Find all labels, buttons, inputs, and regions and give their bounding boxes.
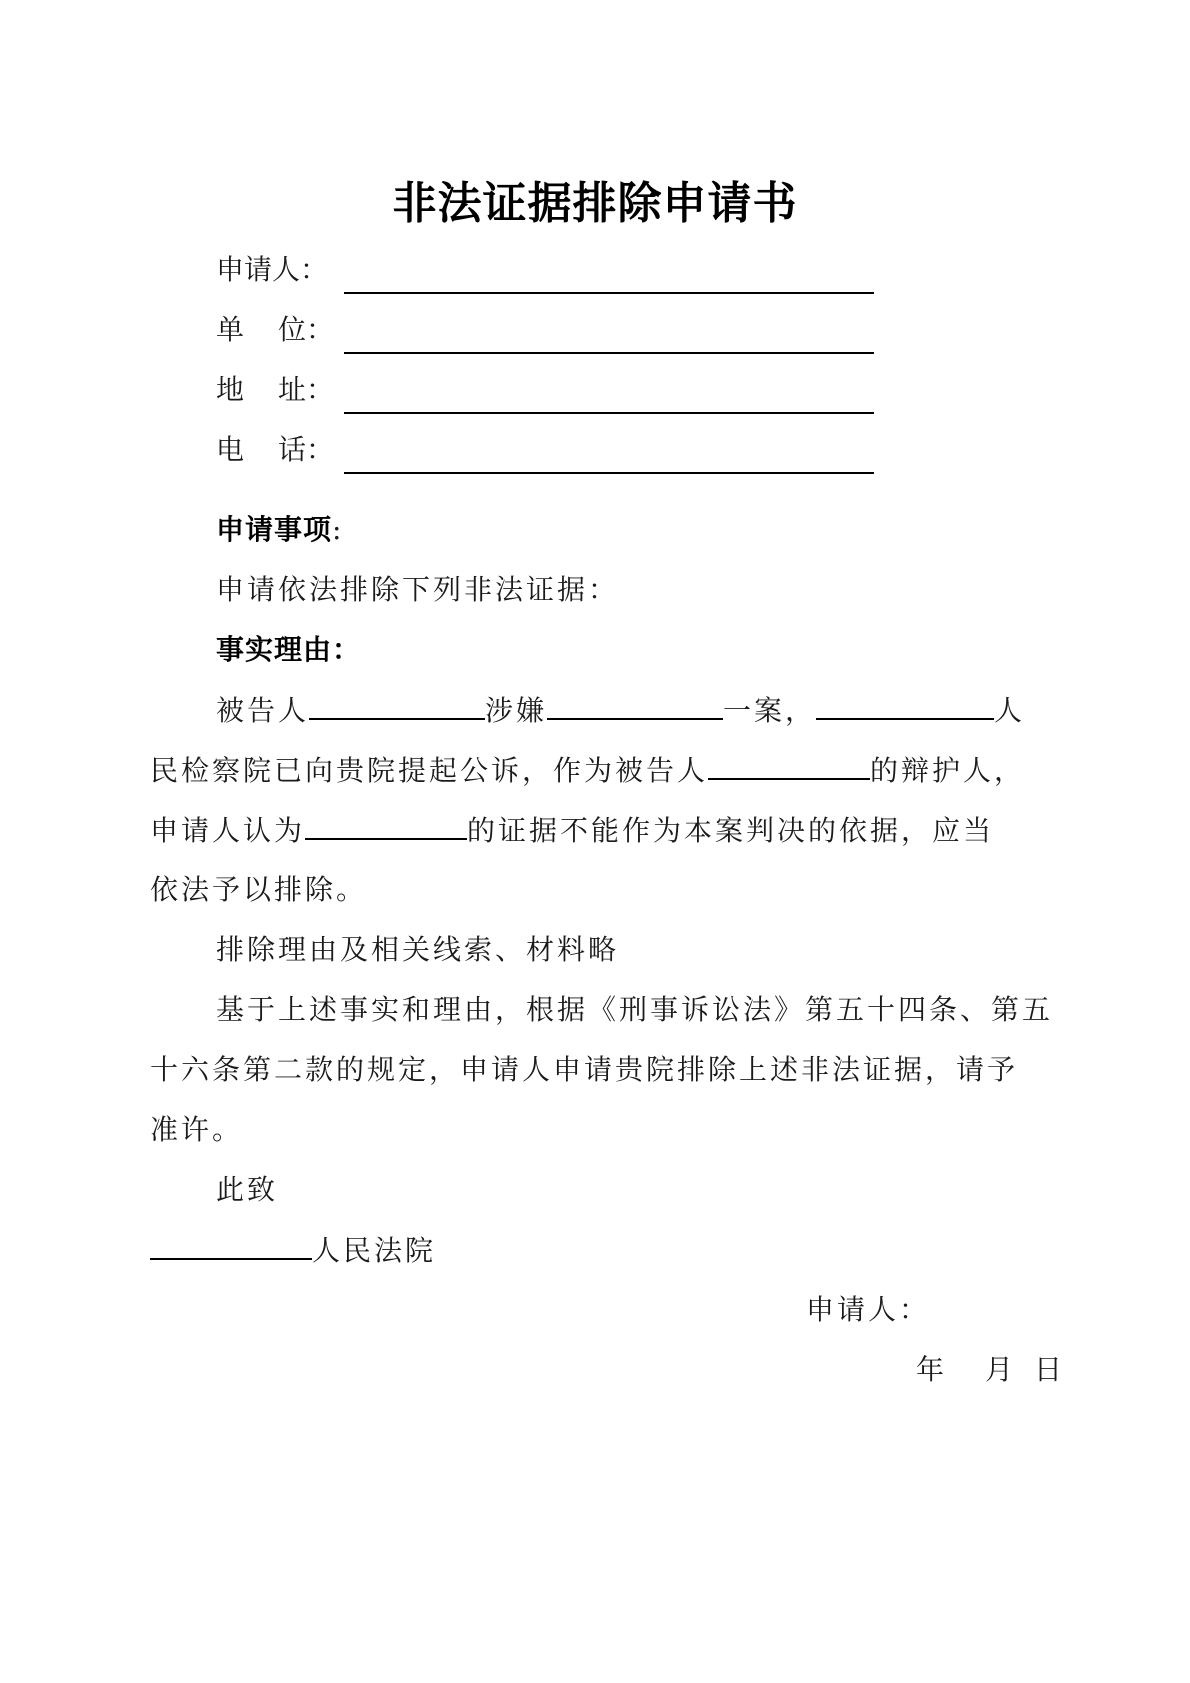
field-phone bbox=[216, 430, 340, 470]
field-unit bbox=[216, 310, 340, 350]
charge-blank[interactable] bbox=[547, 690, 723, 720]
basis-line-1: 基于上述事实和理由，根据《刑事诉讼法》第五十四条、第五 bbox=[216, 993, 1054, 1026]
field-phone-line[interactable] bbox=[344, 472, 874, 474]
applicant-signature: 申请人： bbox=[806, 1293, 931, 1326]
field-address-line[interactable] bbox=[344, 412, 874, 414]
request-body: 申请依法排除下列非法证据： bbox=[216, 573, 620, 606]
field-unit-line[interactable] bbox=[344, 352, 874, 354]
field-applicant-line[interactable] bbox=[344, 292, 874, 294]
court-blank[interactable] bbox=[150, 1230, 312, 1260]
defendant-name-blank[interactable] bbox=[708, 750, 870, 780]
procuratorate-blank[interactable] bbox=[816, 690, 994, 720]
document-title: 非法证据排除申请书 bbox=[392, 178, 798, 229]
facts-paragraph-line-1: 被告人 涉嫌 一案， 人 bbox=[216, 690, 1025, 731]
basis-line-2: 十六条第二款的规定，申请人申请贵院排除上述非法证据，请予 bbox=[150, 1053, 1019, 1086]
basis-line-3: 准许。 bbox=[150, 1113, 244, 1146]
field-label: 单 位： bbox=[216, 313, 335, 346]
defendant-blank[interactable] bbox=[309, 690, 485, 720]
facts-paragraph-line-3: 申请人认为 的证据不能作为本案判决的依据，应当 bbox=[150, 810, 994, 851]
facts-paragraph-line-4: 依法予以排除。 bbox=[150, 873, 368, 906]
facts-paragraph-line-2: 民检察院已向贵院提起公诉，作为被告人 的辩护人， bbox=[150, 750, 1025, 791]
facts-paragraph-omitted: 排除理由及相关线索、材料略 bbox=[216, 933, 620, 966]
field-label: 电 话： bbox=[216, 433, 335, 466]
salutation: 此致 bbox=[216, 1173, 279, 1206]
field-address bbox=[216, 370, 340, 410]
field-label: 申请人： bbox=[216, 253, 329, 286]
evidence-blank[interactable] bbox=[305, 810, 467, 840]
field-applicant bbox=[216, 250, 340, 290]
facts-heading: 事实理由： bbox=[216, 633, 362, 666]
request-heading: 申请事项: bbox=[216, 513, 345, 546]
field-label: 地 址： bbox=[216, 373, 335, 406]
date-line: 年 月 日 bbox=[916, 1353, 1066, 1386]
court-line: 人民法院 bbox=[150, 1230, 436, 1271]
